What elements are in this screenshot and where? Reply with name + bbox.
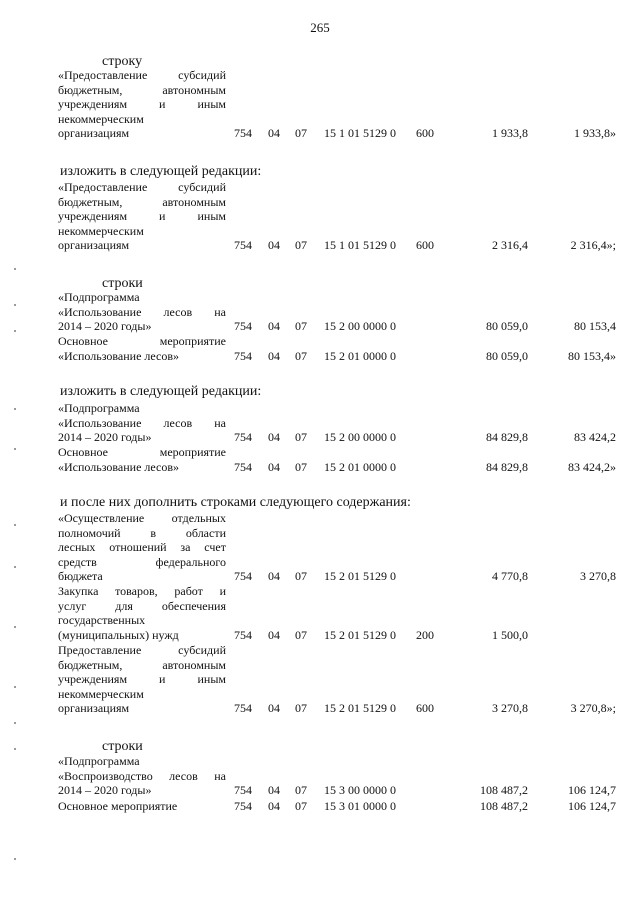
table-row xyxy=(0,584,640,642)
description-line: «Использование лесов» xyxy=(58,348,179,363)
col-grbs: 754 xyxy=(234,569,252,584)
description-line: услуг для обеспечения xyxy=(58,598,226,613)
description-line: организациям xyxy=(58,701,130,716)
description-line: «Осуществление отдельных xyxy=(58,511,226,525)
description-line: «Воспроизводство лесов на xyxy=(58,768,226,783)
description-line: некоммерческим xyxy=(58,223,144,238)
col-target-article: 15 1 01 5129 0 xyxy=(324,126,396,141)
col-target-article: 15 2 00 0000 0 xyxy=(324,430,396,445)
col-grbs: 754 xyxy=(234,799,252,813)
description-line: бюджета xyxy=(58,569,103,584)
section-intro: строки xyxy=(102,739,143,754)
scan-speck xyxy=(14,304,16,306)
section-intro: изложить в следующей редакции: xyxy=(60,164,262,179)
col-expense-type: 600 xyxy=(416,701,434,716)
description-line: бюджетным, автономным xyxy=(58,82,226,97)
description-line: Основное мероприятие xyxy=(58,445,226,459)
scan-speck xyxy=(14,858,16,860)
col-amount-1: 1 500,0 xyxy=(492,627,528,642)
row-description xyxy=(58,290,226,334)
col-podrazdel: 07 xyxy=(295,799,307,813)
row-description xyxy=(58,180,226,253)
col-amount-2: 83 424,2» xyxy=(568,459,616,474)
col-target-article: 15 2 01 0000 0 xyxy=(324,348,396,363)
description-line: бюджетным, автономным xyxy=(58,194,226,209)
col-amount-1: 3 270,8 xyxy=(492,701,528,716)
scan-speck xyxy=(14,686,16,688)
scan-speck xyxy=(14,524,16,526)
row-description xyxy=(58,445,226,474)
col-amount-2: 106 124,7 xyxy=(568,783,616,798)
description-line: полномочий в области xyxy=(58,525,226,540)
col-amount-1: 4 770,8 xyxy=(492,569,528,584)
table-row xyxy=(0,68,640,141)
description-line: лесных отношений за счет xyxy=(58,540,226,555)
col-grbs: 754 xyxy=(234,459,252,474)
col-amount-2: 83 424,2 xyxy=(574,430,616,445)
col-podrazdel: 07 xyxy=(295,238,307,253)
col-podrazdel: 07 xyxy=(295,627,307,642)
description-line: учреждениям и иным xyxy=(58,209,226,224)
col-razdel: 04 xyxy=(268,430,280,445)
row-description xyxy=(58,584,226,642)
description-line: средств федерального xyxy=(58,554,226,569)
description-line: Предоставление субсидий xyxy=(58,643,226,657)
col-target-article: 15 2 00 0000 0 xyxy=(324,319,396,334)
col-expense-type: 200 xyxy=(416,627,434,642)
col-expense-type: 600 xyxy=(416,126,434,141)
row-description xyxy=(58,68,226,141)
col-amount-2: 2 316,4»; xyxy=(570,238,616,253)
col-amount-2: 3 270,8 xyxy=(580,569,616,584)
col-amount-1: 1 933,8 xyxy=(492,126,528,141)
scan-speck xyxy=(14,330,16,332)
scan-speck xyxy=(14,448,16,450)
description-line: «Подпрограмма xyxy=(58,290,140,304)
scan-speck xyxy=(14,626,16,628)
col-amount-1: 2 316,4 xyxy=(492,238,528,253)
description-line: «Использование лесов на xyxy=(58,304,226,319)
col-target-article: 15 2 01 5129 0 xyxy=(324,627,396,642)
description-line: «Использование лесов» xyxy=(58,459,179,474)
table-row xyxy=(0,643,640,716)
description-line: организациям xyxy=(58,126,130,141)
description-line: бюджетным, автономным xyxy=(58,657,226,672)
col-podrazdel: 07 xyxy=(295,701,307,716)
table-row xyxy=(0,401,640,445)
row-description xyxy=(58,643,226,716)
col-amount-2: 80 153,4 xyxy=(574,319,616,334)
description-line: некоммерческим xyxy=(58,686,144,701)
page-number: 265 xyxy=(310,20,330,35)
col-target-article: 15 3 00 0000 0 xyxy=(324,783,396,798)
row-description xyxy=(58,799,226,814)
description-line: некоммерческим xyxy=(58,111,144,126)
description-line: «Подпрограмма xyxy=(58,401,140,415)
col-amount-2: 1 933,8» xyxy=(574,126,616,141)
col-expense-type: 600 xyxy=(416,238,434,253)
col-amount-2: 106 124,7 xyxy=(568,799,616,813)
col-grbs: 754 xyxy=(234,126,252,141)
col-razdel: 04 xyxy=(268,126,280,141)
scan-speck xyxy=(14,722,16,724)
col-grbs: 754 xyxy=(234,430,252,445)
col-grbs: 754 xyxy=(234,783,252,798)
description-line: Основное мероприятие xyxy=(58,799,178,813)
description-line: «Подпрограмма xyxy=(58,754,140,768)
col-amount-2: 3 270,8»; xyxy=(570,701,616,716)
col-podrazdel: 07 xyxy=(295,783,307,798)
col-target-article: 15 2 01 5129 0 xyxy=(324,701,396,716)
col-grbs: 754 xyxy=(234,627,252,642)
col-target-article: 15 2 01 5129 0 xyxy=(324,569,396,584)
section-intro: строки xyxy=(102,276,143,291)
description-line: учреждениям и иным xyxy=(58,672,226,687)
table-row xyxy=(0,290,640,334)
col-razdel: 04 xyxy=(268,348,280,363)
col-amount-1: 108 487,2 xyxy=(480,799,528,813)
col-target-article: 15 3 01 0000 0 xyxy=(324,799,396,813)
col-podrazdel: 07 xyxy=(295,569,307,584)
section-intro: и после них дополнить строками следующего содержания: xyxy=(60,495,411,510)
row-description xyxy=(58,511,226,584)
scan-speck xyxy=(14,748,16,750)
scan-speck xyxy=(14,566,16,568)
col-podrazdel: 07 xyxy=(295,319,307,334)
table-row xyxy=(0,511,640,584)
description-line: «Предоставление субсидий xyxy=(58,68,226,82)
description-line: Основное мероприятие xyxy=(58,334,226,348)
col-podrazdel: 07 xyxy=(295,459,307,474)
col-razdel: 04 xyxy=(268,627,280,642)
col-razdel: 04 xyxy=(268,319,280,334)
col-amount-1: 108 487,2 xyxy=(480,783,528,798)
description-line: государственных xyxy=(58,613,146,628)
section-intro: строку xyxy=(102,54,143,69)
col-target-article: 15 1 01 5129 0 xyxy=(324,238,396,253)
description-line: «Предоставление субсидий xyxy=(58,180,226,194)
table-row xyxy=(0,445,640,474)
description-line: Закупка товаров, работ и xyxy=(58,584,226,598)
col-razdel: 04 xyxy=(268,783,280,798)
col-grbs: 754 xyxy=(234,701,252,716)
col-grbs: 754 xyxy=(234,348,252,363)
col-grbs: 754 xyxy=(234,319,252,334)
description-line: 2014 – 2020 годы» xyxy=(58,783,152,798)
col-amount-2: 80 153,4» xyxy=(568,348,616,363)
description-line: организациям xyxy=(58,238,130,253)
col-podrazdel: 07 xyxy=(295,126,307,141)
col-razdel: 04 xyxy=(268,459,280,474)
description-line: «Использование лесов на xyxy=(58,415,226,430)
row-description xyxy=(58,334,226,363)
col-amount-1: 80 059,0 xyxy=(486,319,528,334)
col-podrazdel: 07 xyxy=(295,430,307,445)
col-amount-1: 84 829,8 xyxy=(486,430,528,445)
description-line: (муниципальных) нужд xyxy=(58,627,179,642)
table-row xyxy=(0,754,640,798)
description-line: учреждениям и иным xyxy=(58,97,226,112)
description-line: 2014 – 2020 годы» xyxy=(58,319,152,334)
scan-speck xyxy=(14,408,16,410)
description-line: 2014 – 2020 годы» xyxy=(58,430,152,445)
scan-speck xyxy=(14,268,16,270)
col-podrazdel: 07 xyxy=(295,348,307,363)
table-row xyxy=(0,799,640,813)
col-razdel: 04 xyxy=(268,799,280,813)
table-row xyxy=(0,180,640,253)
col-amount-1: 84 829,8 xyxy=(486,459,528,474)
table-row xyxy=(0,334,640,363)
section-intro: изложить в следующей редакции: xyxy=(60,384,262,399)
col-razdel: 04 xyxy=(268,238,280,253)
row-description xyxy=(58,754,226,798)
col-amount-1: 80 059,0 xyxy=(486,348,528,363)
col-razdel: 04 xyxy=(268,569,280,584)
col-razdel: 04 xyxy=(268,701,280,716)
col-grbs: 754 xyxy=(234,238,252,253)
col-target-article: 15 2 01 0000 0 xyxy=(324,459,396,474)
row-description xyxy=(58,401,226,445)
